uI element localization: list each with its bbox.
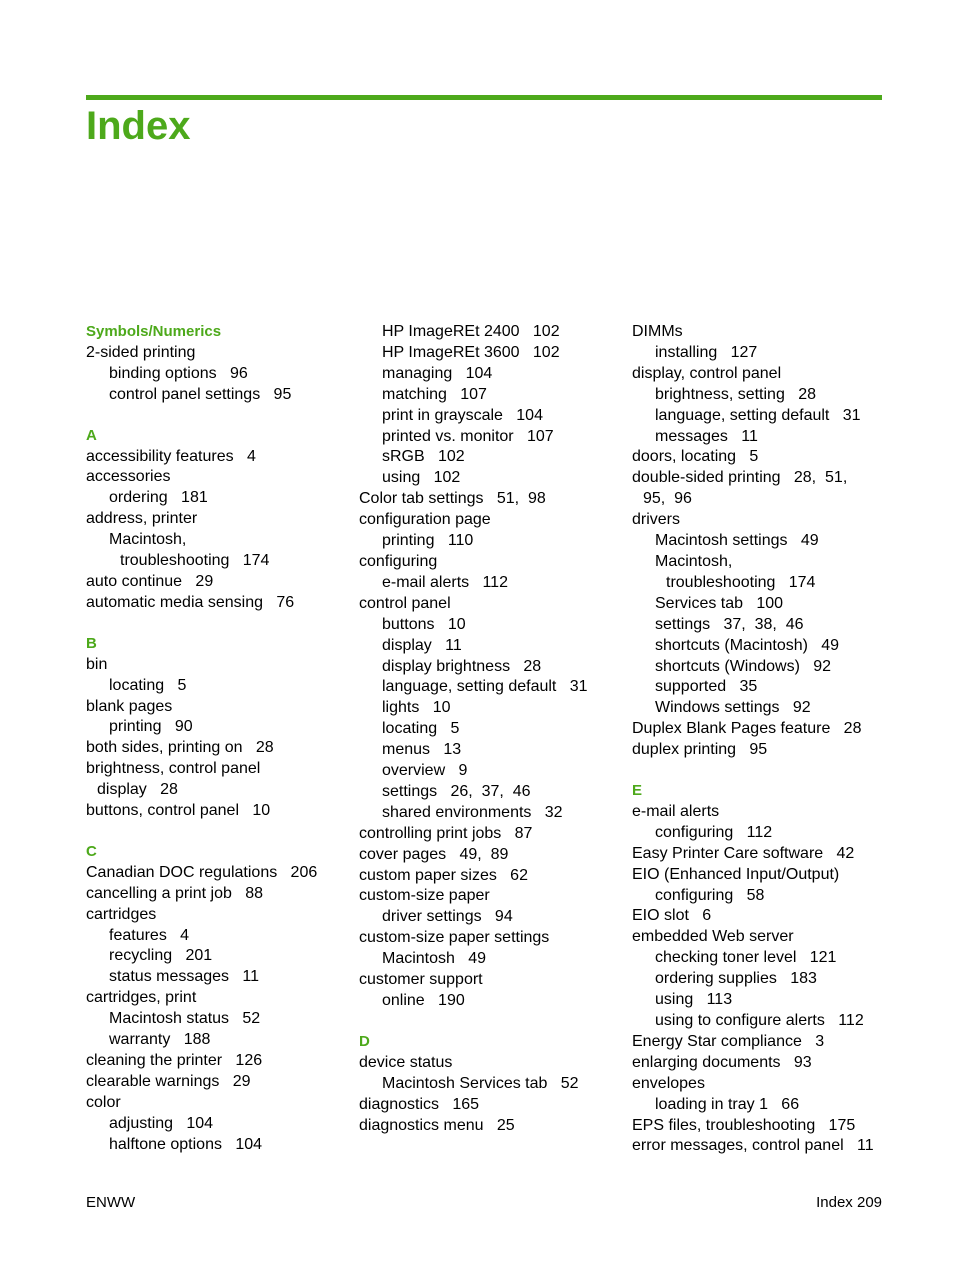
index-entry: custom-size paper settings <box>359 929 550 947</box>
index-entry: custom-size paper <box>359 887 490 905</box>
index-entry: Macintosh, <box>109 531 187 549</box>
index-entry: print in grayscale 104 <box>382 406 543 424</box>
index-entry: Canadian DOC regulations 206 <box>86 863 318 881</box>
index-entry: language, setting default 31 <box>382 678 588 696</box>
index-entry: display, control panel <box>632 364 782 382</box>
index-entry: buttons, control panel 10 <box>86 802 271 820</box>
index-section-heading: D <box>359 1032 370 1050</box>
index-entry: shortcuts (Windows) 92 <box>655 657 832 675</box>
index-entry: custom paper sizes 62 <box>359 866 528 884</box>
index-entry: troubleshooting 174 <box>666 573 816 591</box>
index-entry: installing 127 <box>655 343 758 361</box>
index-entry: auto continue 29 <box>86 572 214 590</box>
index-entry: cartridges, print <box>86 989 197 1007</box>
index-entry: adjusting 104 <box>109 1114 214 1132</box>
index-entry: envelopes <box>632 1074 705 1092</box>
index-entry: controlling print jobs 87 <box>359 824 533 842</box>
index-entry: locating 5 <box>382 720 460 738</box>
index-entry: e-mail alerts <box>632 802 720 820</box>
index-entry: matching 107 <box>382 385 487 403</box>
index-entry: locating 5 <box>109 676 187 694</box>
footer-right: Index 209 <box>816 1194 882 1211</box>
index-entry: buttons 10 <box>382 615 466 633</box>
index-entry: settings 37, 38, 46 <box>655 615 804 633</box>
index-entry: control panel <box>359 594 451 612</box>
index-entry: Macintosh, <box>655 552 733 570</box>
index-entry: DIMMs <box>632 323 683 340</box>
index-entry: printing 110 <box>382 532 474 550</box>
footer-left: ENWW <box>86 1194 136 1211</box>
index-entry: EPS files, troubleshooting 175 <box>632 1116 856 1134</box>
index-entry: managing 104 <box>382 364 493 382</box>
index-column-3 <box>632 322 894 1157</box>
index-entry: messages 11 <box>655 427 758 445</box>
index-entry: ordering 181 <box>109 489 208 507</box>
index-entry: sRGB 102 <box>382 448 465 466</box>
index-section-heading: Symbols/Numerics <box>86 323 222 340</box>
index-entry: diagnostics 165 <box>359 1095 480 1113</box>
index-entry: Macintosh status 52 <box>109 1010 261 1028</box>
index-entry: display brightness 28 <box>382 657 542 675</box>
index-entry: Duplex Blank Pages feature 28 <box>632 720 862 738</box>
index-entry: HP ImageREt 3600 102 <box>382 343 560 361</box>
index-entry: 2-sided printing <box>86 343 196 361</box>
index-entry: Color tab settings 51, 98 <box>359 490 546 508</box>
index-entry: embedded Web server <box>632 928 794 946</box>
index-section-heading: A <box>86 426 97 444</box>
index-entry: customer support <box>359 971 483 989</box>
index-entry: 95, 96 <box>643 490 692 508</box>
index-entry: using 113 <box>655 991 733 1009</box>
index-entry: brightness, control panel <box>86 760 261 778</box>
index-entry: display 28 <box>97 781 178 799</box>
index-entry: drivers <box>632 511 681 529</box>
title-rule <box>86 95 882 100</box>
index-entry: device status <box>359 1053 453 1071</box>
index-entry: accessibility features 4 <box>86 447 256 465</box>
index-entry: Windows settings 92 <box>655 699 811 717</box>
index-entry: halftone options 104 <box>109 1135 263 1153</box>
index-entry: EIO slot 6 <box>632 907 712 925</box>
index-entry: using 102 <box>382 469 461 487</box>
index-entry: Macintosh Services tab 52 <box>382 1074 579 1092</box>
index-entry: bin <box>86 655 108 673</box>
index-entry: brightness, setting 28 <box>655 385 816 403</box>
index-entry: driver settings 94 <box>382 908 513 926</box>
index-entry: automatic media sensing 76 <box>86 593 295 611</box>
index-entry: shared environments 32 <box>382 803 563 821</box>
index-entry: enlarging documents 93 <box>632 1053 812 1071</box>
index-entry: doors, locating 5 <box>632 448 759 466</box>
index-entry: EIO (Enhanced Input/Output) <box>632 865 840 883</box>
index-entry: shortcuts (Macintosh) 49 <box>655 636 840 654</box>
index-entry: status messages 11 <box>109 968 259 986</box>
index-entry: loading in tray 1 66 <box>655 1095 800 1113</box>
index-entry: Services tab 100 <box>655 594 784 612</box>
index-entry: diagnostics menu 25 <box>359 1116 515 1134</box>
index-entry: Energy Star compliance 3 <box>632 1032 825 1050</box>
index-entry: checking toner level 121 <box>655 949 837 967</box>
index-section-heading: E <box>632 782 643 800</box>
index-entry: features 4 <box>109 926 190 944</box>
index-section-heading: C <box>86 842 97 860</box>
index-entry: warranty 188 <box>109 1031 211 1049</box>
index-entry: cover pages 49, 89 <box>359 845 509 863</box>
index-entry: configuring <box>359 552 438 570</box>
index-entry: troubleshooting 174 <box>120 552 270 570</box>
index-entry: ordering supplies 183 <box>655 970 817 988</box>
index-entry: cleaning the printer 126 <box>86 1052 263 1069</box>
index-entry: recycling 201 <box>109 947 213 965</box>
index-entry: lights 10 <box>382 699 451 717</box>
index-entry: display 11 <box>382 636 462 654</box>
index-entry: control panel settings 95 <box>109 385 292 403</box>
index-entry: HP ImageREt 2400 102 <box>382 323 560 340</box>
index-entry: e-mail alerts 112 <box>382 573 508 591</box>
index-entry: using to configure alerts 112 <box>655 1012 864 1029</box>
index-entry: Easy Printer Care software 42 <box>632 844 855 862</box>
index-entry: Macintosh 49 <box>382 950 487 968</box>
index-entry: menus 13 <box>382 741 462 759</box>
index-entry: address, printer <box>86 510 198 528</box>
index-entry: online 190 <box>382 992 465 1009</box>
index-entry: settings 26, 37, 46 <box>382 782 531 800</box>
index-entry: Macintosh settings 49 <box>655 532 819 550</box>
index-entry: cartridges <box>86 905 157 923</box>
page-title: Index <box>86 104 191 148</box>
index-entry: language, setting default 31 <box>655 406 861 424</box>
index-entry: double-sided printing 28, 51, <box>632 469 848 487</box>
index-entry: supported 35 <box>655 678 758 696</box>
index-entry: binding options 96 <box>109 364 248 382</box>
index-entry: error messages, control panel 11 <box>632 1137 874 1155</box>
index-section-heading: B <box>86 634 97 652</box>
index-entry: configuring 58 <box>655 886 765 904</box>
index-column-1 <box>86 322 348 1156</box>
index-entry: printed vs. monitor 107 <box>382 427 554 445</box>
index-entry: cancelling a print job 88 <box>86 884 263 902</box>
index-column-2 <box>359 322 621 1136</box>
index-entry: clearable warnings 29 <box>86 1072 251 1090</box>
index-entry: color <box>86 1093 121 1111</box>
index-entry: printing 90 <box>109 718 193 736</box>
index-entry: configuring 112 <box>655 823 773 841</box>
index-entry: blank pages <box>86 697 173 715</box>
index-entry: configuration page <box>359 511 491 529</box>
index-entry: accessories <box>86 468 171 486</box>
index-entry: both sides, printing on 28 <box>86 739 274 757</box>
index-entry: overview 9 <box>382 762 468 780</box>
index-entry: duplex printing 95 <box>632 741 768 759</box>
